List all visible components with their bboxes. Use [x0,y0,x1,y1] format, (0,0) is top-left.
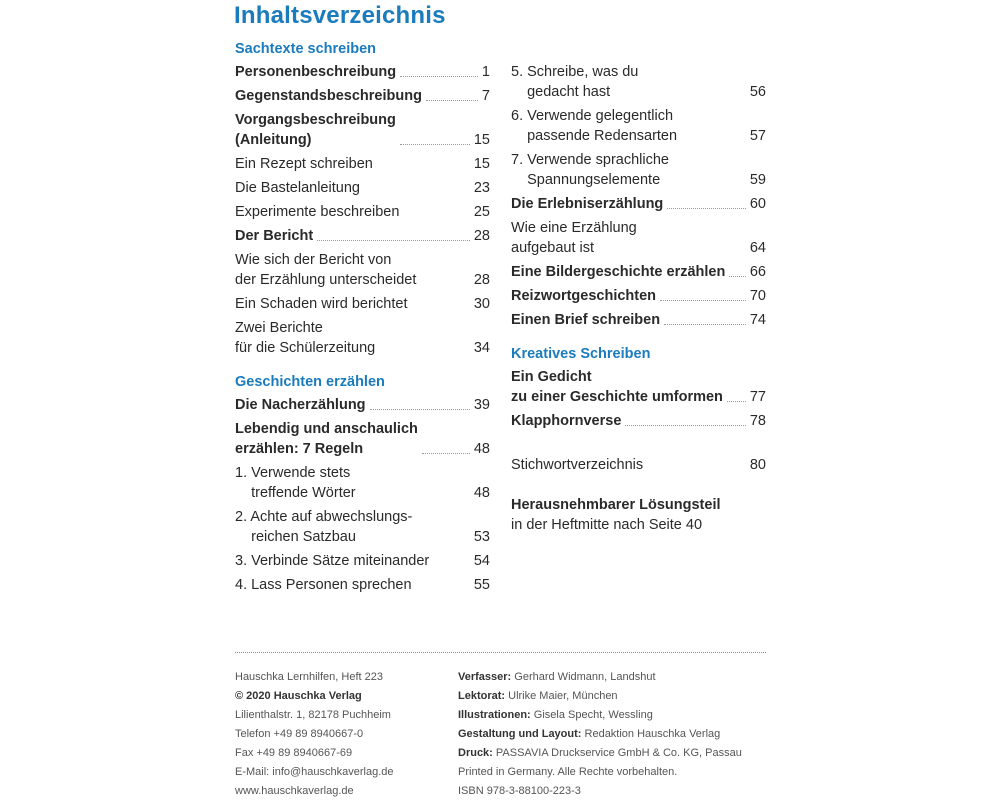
imprint-credit-key: Verfasser: [458,671,512,683]
leader-dots [370,409,470,410]
leader-dots [426,100,478,101]
toc-entry-label: Ein Schaden wird berichtet [235,296,408,312]
toc-entry-page: 34 [473,340,490,356]
imprint-line: E-Mail: info@hauschkaverlag.de [235,766,394,778]
toc-entry-page: 25 [473,204,490,220]
toc-entry-label: 3. Verbinde Sätze miteinander [235,553,430,569]
toc-entry[interactable] [235,507,490,547]
toc-entry-label: 1. Verwende stets treffende Wörter [235,465,356,501]
toc-entry[interactable] [235,419,490,459]
toc-entry-label: Die Erlebniserzählung [511,196,664,212]
toc-entry-page: 59 [749,172,766,188]
toc-entry-label: Eine Bildergeschichte erzählen [511,264,726,280]
imprint-credit-value: Ulrike Maier, München [505,690,618,702]
section-heading-kreatives: Kreatives Schreiben [511,346,651,362]
imprint-credit-line [458,782,742,801]
solution-note-title: Herausnehmbarer Lösungsteil [511,497,721,513]
toc-entry[interactable] [235,294,490,314]
toc-entry-page: 64 [749,240,766,256]
toc-entry-label: Lebendig und anschaulich erzählen: 7 Regeln [235,421,418,457]
toc-entry-label: Wie eine Erzählung aufgebaut ist [511,220,637,256]
toc-entry-page: 55 [473,577,490,593]
leader-dots [317,240,470,241]
toc-entry-label: Zwei Berichte für die Schülerzeitung [235,320,376,356]
imprint-credit-key: Druck: [458,747,493,759]
toc-entry[interactable] [511,150,766,190]
leader-dots [422,453,470,454]
toc-entry-label: 2. Achte auf abwechslungs- reichen Satzbau [235,509,413,545]
toc-entry[interactable] [235,395,490,415]
toc-entry[interactable] [511,194,766,214]
toc-entry[interactable] [511,218,766,258]
imprint-credit-line [458,763,742,782]
toc-entry-label: Die Bastelanleitung [235,180,360,196]
toc-entry-label: Der Bericht [235,228,314,244]
toc-entry-label: Personenbeschreibung [235,64,397,80]
toc-entry-page: 56 [749,84,766,100]
toc-entry-page: 66 [749,264,766,280]
toc-entry[interactable] [235,178,490,198]
toc-list-geschichten [235,395,490,595]
toc-entry[interactable] [235,202,490,222]
imprint-credit-key: Gestaltung und Layout: [458,728,582,740]
imprint-credit-value: Gerhard Widmann, Landshut [511,671,656,683]
toc-entry-label: 4. Lass Personen sprechen [235,577,412,593]
section-heading-geschichten: Geschichten erzählen [235,374,385,390]
toc-entry-page: 60 [749,196,766,212]
leader-dots [729,276,746,277]
toc-entry-label: Stichwortverzeichnis [511,457,644,473]
imprint-divider [235,652,766,653]
toc-entry-page: 57 [749,128,766,144]
toc-entry[interactable] [235,318,490,358]
imprint-credit-value: Gisela Specht, Wessling [530,709,653,721]
leader-dots [664,324,746,325]
toc-entry-label: Wie sich der Bericht von der Erzählung unterscheidet [235,252,417,288]
toc-entry[interactable] [235,110,490,150]
toc-entry-label: Vorgangsbeschreibung (Anleitung) [235,112,396,148]
leader-dots [667,208,746,209]
imprint-credit-key: Lektorat: [458,690,506,702]
toc-entry-label: 7. Verwende sprachliche Spannungselemente [511,152,669,188]
imprint-credit-value: ISBN 978-3-88100-223-3 [458,785,581,797]
toc-entry-label: Ein Rezept schreiben [235,156,373,172]
toc-entry-page: 1 [481,64,490,80]
toc-left-column [235,39,490,599]
imprint-credit-key: Illustrationen: [458,709,531,721]
toc-entry-label: Einen Brief schreiben [511,312,661,328]
imprint-line: www.hauschkaverlag.de [235,785,354,797]
imprint-line: Fax +49 89 8940667-69 [235,747,353,759]
imprint-line: Telefon +49 89 8940667-0 [235,728,364,740]
imprint-credit-line [458,744,742,763]
toc-entry-label: 5. Schreibe, was du gedacht hast [511,64,639,100]
toc-entry-label: Reizwortgeschichten [511,288,657,304]
toc-entry-page: 28 [473,228,490,244]
toc-entry-page: 7 [481,88,490,104]
imprint-credit-value: Redaktion Hauschka Verlag [581,728,721,740]
toc-entry-page: 39 [473,397,490,413]
toc-right-column [511,62,766,535]
toc-entry-page: 23 [473,180,490,196]
toc-entry[interactable] [511,106,766,146]
toc-entry[interactable] [235,86,490,106]
imprint-credit-line [458,725,742,744]
toc-list-sachtexte [235,62,490,358]
toc-entry-page: 80 [749,457,766,473]
imprint-publisher [235,668,394,801]
toc-entry-page: 70 [749,288,766,304]
toc-entry[interactable] [511,286,766,306]
toc-entry[interactable] [511,367,766,407]
toc-entry[interactable] [511,62,766,102]
toc-entry[interactable] [511,310,766,330]
imprint-credit-value: PASSAVIA Druckservice GmbH & Co. KG, Passau [492,747,742,759]
imprint-credit-line [458,687,742,706]
toc-entry-page: 53 [473,529,490,545]
toc-entry-label: Ein Gedicht zu einer Geschichte umformen [511,369,723,405]
toc-entry-label: 6. Verwende gelegentlich passende Redensarten [511,108,678,144]
toc-entry[interactable] [235,463,490,503]
toc-entry-label: Experimente beschreiben [235,204,400,220]
toc-entry-page: 30 [473,296,490,312]
section-heading-sachtexte: Sachtexte schreiben [235,41,377,57]
toc-entry[interactable] [235,226,490,246]
imprint-line: © 2020 Hauschka Verlag [235,690,362,702]
toc-entry-page: 78 [749,413,766,429]
leader-dots [625,425,745,426]
toc-entry[interactable] [235,551,490,571]
imprint-credit-value: Printed in Germany. Alle Rechte vorbehalten. [458,766,678,778]
toc-entry[interactable] [511,411,766,431]
toc-entry-page: 15 [473,156,490,172]
imprint-credits [458,668,742,801]
leader-dots [727,401,746,402]
toc-entry-page: 54 [473,553,490,569]
leader-dots [400,76,478,77]
page-title: Inhaltsverzeichnis [234,2,446,29]
toc-entry-label: Gegenstandsbeschreibung [235,88,422,104]
toc-entry-page: 15 [473,132,490,148]
leader-dots [660,300,746,301]
toc-entry[interactable] [235,575,490,595]
toc-entry-label: Die Nacherzählung [235,397,366,413]
leader-dots [400,144,470,145]
toc-entry-page: 28 [473,272,490,288]
toc-entry-page: 77 [749,389,766,405]
toc-entry-label: Klapphornverse [511,413,622,429]
toc-list-erzaehlen-cont [511,62,766,330]
imprint-credit-line [458,706,742,725]
toc-entry[interactable] [235,154,490,174]
solution-note-text: in der Heftmitte nach Seite 40 [511,517,703,533]
toc-entry[interactable] [511,262,766,282]
toc-entry-page: 74 [749,312,766,328]
toc-list-kreatives [511,367,766,431]
imprint-credit-line [458,668,742,687]
toc-entry-page: 48 [473,485,490,501]
imprint-line: Lilienthalstr. 1, 82178 Puchheim [235,709,391,721]
imprint-line: Hauschka Lernhilfen, Heft 223 [235,671,383,683]
toc-entry-stichwortverzeichnis[interactable] [511,455,766,475]
toc-entry[interactable] [235,250,490,290]
toc-entry-page: 48 [473,441,490,457]
toc-entry[interactable] [235,62,490,82]
